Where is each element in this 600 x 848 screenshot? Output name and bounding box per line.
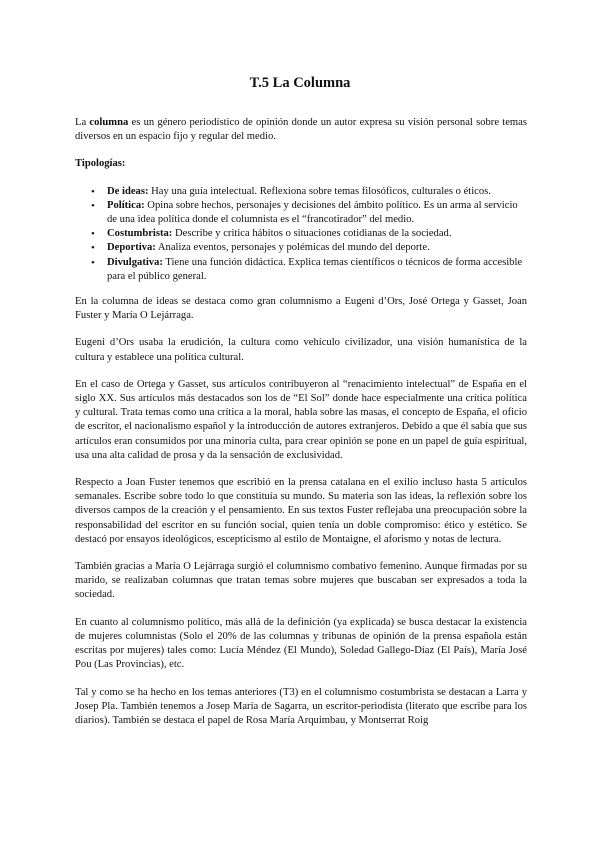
- body-paragraph: En la columna de ideas se destaca como gran columnismo a Eugeni d’Ors, José Ortega y Gasset, Joan Fuster y María O Lejárraga.: [75, 296, 527, 322]
- intro-paragraph: [75, 116, 527, 144]
- list-item: [107, 256, 527, 284]
- body-paragraph: Eugeni d’Ors usaba la erudición, la cultura como vehículo civilizador, una visión humanística de la cultura y establece una política cultural.: [75, 337, 527, 363]
- type-text: Describe y critica hábitos o situaciones cotidianas de la sociedad.: [172, 228, 452, 240]
- intro-after: es un género periodístico de opinión donde un autor expresa su visión personal sobre temas diversos en un espacio fijo y regular del medio.: [75, 117, 527, 143]
- body-paragraph: También gracias a María O Lejárraga surgió el columnismo combativo femenino. Aunque firmadas por su marido, se realizaban columnas que tratan temas sobre mujeres que buscaban ser expresados a toda la sociedad.: [75, 561, 527, 601]
- type-term: Política:: [107, 199, 145, 211]
- type-text: Opina sobre hechos, personajes y decisiones del ámbito político. Es un arma al servicio de una idea política donde el columnista es el “francotirador” del medio.: [107, 199, 518, 226]
- body-paragraph: Respecto a Joan Fuster tenemos que escribió en la prensa catalana en el exilio incluso hasta 5 artículos semanales. Escribe sobre todo lo que constituía su mundo. Su materia son las ideas, la reflexión sobre los diversos campos de la creación y el pensamiento. En sus textos Fuster reflejaba una preocupación sobre la responsabilidad del escritor en su función social, quien tenía un doble compromiso: ético y estético. Se destacó por ensayos ideológicos, escepticismo al estilo de Montaigne, el aforismo y notas de lectura.: [75, 477, 527, 545]
- types-list: [75, 185, 527, 284]
- type-term: Costumbrista:: [107, 228, 173, 240]
- intro-term: columna: [89, 117, 129, 128]
- type-term: De ideas:: [107, 185, 149, 197]
- type-term: Deportiva:: [107, 242, 156, 254]
- body-paragraph: Tal y como se ha hecho en los temas anteriores (T3) en el columnismo costumbrista se destacan a Larra y Josep Pla. También tenemos a Josep María de Sagarra, un escritor-periodista (literato que escribe para los diarios). También se destaca el papel de Rosa María Arquimbau, y Montserrat Roig: [75, 686, 527, 726]
- type-text: Hay una guía intelectual. Reflexiona sobre temas filosóficos, culturales o éticos.: [148, 185, 491, 197]
- type-term: Divulgativa:: [107, 256, 163, 268]
- types-heading: Tipologías:: [75, 158, 126, 170]
- type-text: Tiene una función didáctica. Explica temas científicos o técnicos de forma accesible para el público general.: [107, 256, 523, 282]
- body-paragraph: En cuanto al columnismo político, más allá de la definición (ya explicada) se busca destacar la existencia de mujeres columnistas (Solo el 20% de las columnas y tribunas de opinión de la prensa española están escritas por mujeres) tales como: Lucía Méndez (El Mundo), Soledad Gallego-Díaz (El País), María José Pou (Las Provincias), etc.: [75, 616, 527, 671]
- type-text: Analiza eventos, personajes y polémicas del mundo del deporte.: [155, 242, 430, 254]
- list-item: [107, 185, 527, 199]
- document-body: [75, 116, 527, 741]
- list-item: [107, 241, 527, 255]
- page-title: T.5 La Columna: [249, 75, 351, 91]
- intro-before: La: [75, 117, 90, 128]
- list-item: [107, 199, 527, 227]
- body-paragraph: En el caso de Ortega y Gasset, sus artículos contribuyeron al “renacimiento intelectual” de España en el siglo XX. Sus artículos más destacados son los de “El Sol” donde hace especialmente una crítica política y cultural. Trata temas como una crítica a la moral, habla sobre las masas, el concepto de España, el oficio de escritor, el nacionalismo español y la introducción de autores extranjeros. Debido a que él sabía que sus artículos eran consumidos por una minoría culta, para crear opinión se pone en un papel de guía espiritual, usa una alta calidad de prosa y da la sensación de exclusividad.: [75, 378, 527, 461]
- list-item: [107, 227, 527, 241]
